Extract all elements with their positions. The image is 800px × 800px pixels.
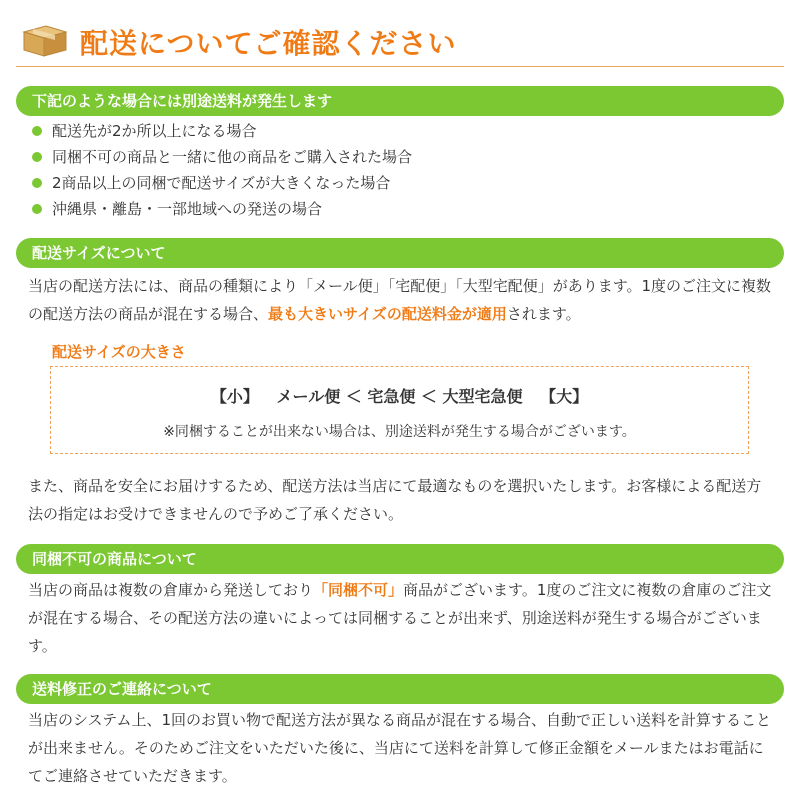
bullet-dot-icon [32, 126, 42, 136]
size-scale-label: 配送サイズの大きさ [52, 343, 186, 361]
size-order-text: メール便 ＜ 宅急便 ＜ 大型宅急便 [276, 387, 523, 406]
section-heading-shipping-correction: 送料修正のご連絡について [16, 674, 784, 704]
bullet-dot-icon [32, 152, 42, 162]
list-item: 沖縄県・離島・一部地域への発送の場合 [32, 196, 412, 222]
list-item: 2商品以上の同梱で配送サイズが大きくなった場合 [32, 170, 412, 196]
extra-shipping-list [32, 118, 412, 222]
shipping-size-paragraph: 当店の配送方法には、商品の種類により「メール便」「宅配便」「大型宅配便」があります。1度のご注文に複数の配送方法の商品が混在する場合、最も大きいサイズの配送料金が適用されます。 [28, 277, 772, 323]
size-large-label: 【大】 [540, 387, 589, 406]
section-heading-shipping-size: 配送サイズについて [16, 238, 784, 268]
list-item: 配送先が2か所以上になる場合 [32, 118, 412, 144]
section-heading-no-bundle: 同梱不可の商品について [16, 544, 784, 574]
emphasis-text: 「同梱不可」 [313, 581, 404, 599]
size-small-label: 【小】 [210, 387, 259, 406]
bullet-dot-icon [32, 178, 42, 188]
no-bundle-paragraph: 当店の商品は複数の倉庫から発送しており「同梱不可」商品がございます。1度のご注文に複数の倉庫のご注文が混在する場合、その配送方法の違いによっては同梱することが出来ず、別途送料が発生する場合がございます。 [28, 581, 772, 655]
cardboard-box-icon [20, 20, 70, 58]
size-scale-box [50, 366, 749, 454]
size-scale-row [51, 384, 748, 407]
page-title: 配送についてご確認ください [80, 27, 457, 60]
shipping-method-paragraph: また、商品を安全にお届けするため、配送方法は当店にて最適なものを選択いたします。お客様による配送方法の指定はお受けできませんので予めご了承ください。 [28, 477, 762, 523]
title-divider [16, 66, 784, 67]
size-note: ※同梱することが出来ない場合は、別途送料が発生する場合がございます。 [163, 424, 636, 440]
emphasis-text: 最も大きいサイズの配送料金が適用 [268, 305, 507, 323]
shipping-correction-paragraph: 当店のシステム上、1回のお買い物で配送方法が異なる商品が混在する場合、自動で正しい送料を計算することが出来ません。そのためご注文をいただいた後に、当店にて送料を計算して修正金額をメールまたはお電話にてご連絡させていただきます。 [28, 711, 772, 785]
bullet-dot-icon [32, 204, 42, 214]
list-item: 同梱不可の商品と一緒に他の商品をご購入された場合 [32, 144, 412, 170]
page-header [20, 18, 782, 62]
section-heading-extra-shipping: 下記のような場合には別途送料が発生します [16, 86, 784, 116]
